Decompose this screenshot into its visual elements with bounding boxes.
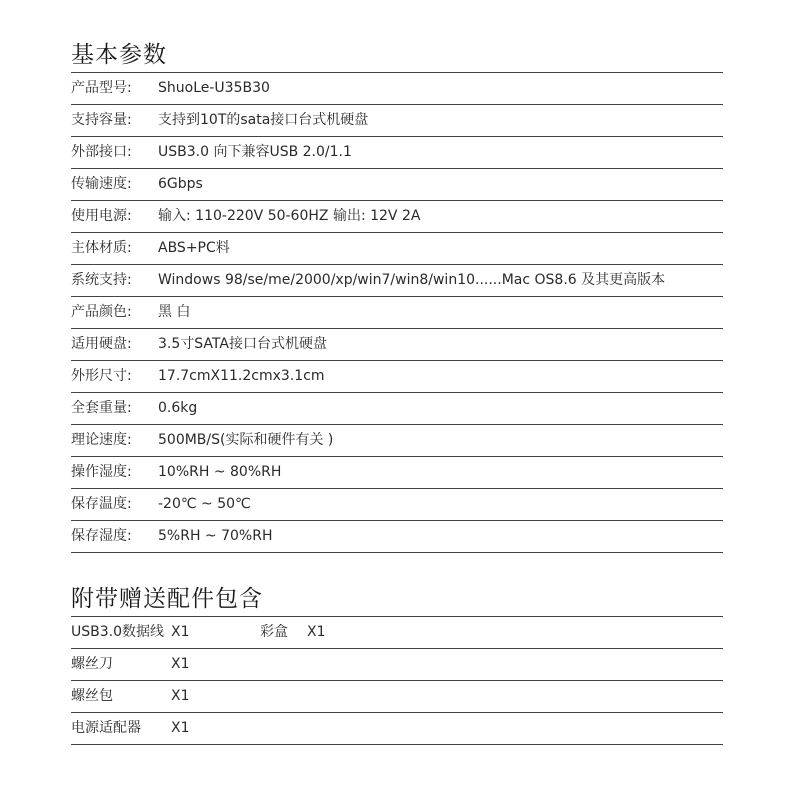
param-value: 3.5寸SATA接口台式机硬盘 bbox=[158, 336, 327, 352]
param-label: 外形尺寸: bbox=[71, 368, 132, 384]
accessory-qty: X1 bbox=[171, 720, 190, 736]
param-value: ShuoLe-U35B30 bbox=[158, 80, 270, 96]
param-value: ABS+PC料 bbox=[158, 240, 230, 256]
accessory-qty: X1 bbox=[171, 624, 190, 640]
param-row bbox=[71, 169, 723, 201]
param-row bbox=[71, 329, 723, 361]
accessory-row bbox=[71, 713, 723, 745]
accessory-row bbox=[71, 649, 723, 681]
param-row bbox=[71, 521, 723, 553]
param-value: 6Gbps bbox=[158, 176, 203, 192]
param-value: USB3.0 向下兼容USB 2.0/1.1 bbox=[158, 144, 352, 160]
accessory-qty: X1 bbox=[307, 624, 326, 640]
param-row bbox=[71, 425, 723, 457]
param-row bbox=[71, 233, 723, 265]
param-label: 适用硬盘: bbox=[71, 336, 132, 352]
param-label: 支持容量: bbox=[71, 112, 132, 128]
accessory-label: 电源适配器 bbox=[71, 720, 141, 736]
param-label: 主体材质: bbox=[71, 240, 132, 256]
param-row bbox=[71, 265, 723, 297]
param-value: 10%RH ~ 80%RH bbox=[158, 464, 282, 480]
accessory-row bbox=[71, 617, 723, 649]
param-value: 0.6kg bbox=[158, 400, 198, 416]
param-label: 保存湿度: bbox=[71, 528, 132, 544]
basic-params-section bbox=[71, 38, 723, 553]
param-label: 传输速度: bbox=[71, 176, 132, 192]
param-row bbox=[71, 201, 723, 233]
param-row bbox=[71, 489, 723, 521]
param-value: 5%RH ~ 70%RH bbox=[158, 528, 273, 544]
basic-params-title: 基本参数 bbox=[71, 38, 723, 73]
accessory-row bbox=[71, 681, 723, 713]
param-label: 外部接口: bbox=[71, 144, 132, 160]
accessory-label: 螺丝包 bbox=[71, 688, 113, 704]
accessories-section bbox=[71, 582, 723, 745]
param-row bbox=[71, 73, 723, 105]
param-label: 操作湿度: bbox=[71, 464, 132, 480]
param-label: 理论速度: bbox=[71, 432, 132, 448]
param-value: Windows 98/se/me/2000/xp/win7/win8/win10......Mac OS8.6 及其更高版本 bbox=[158, 272, 666, 288]
param-label: 产品颜色: bbox=[71, 304, 132, 320]
accessory-label: USB3.0数据线 bbox=[71, 624, 165, 640]
param-row bbox=[71, 137, 723, 169]
param-row bbox=[71, 361, 723, 393]
param-value: 黑 白 bbox=[158, 304, 191, 320]
param-row bbox=[71, 105, 723, 137]
param-value: 17.7cmX11.2cmx3.1cm bbox=[158, 368, 325, 384]
param-value: 支持到10T的sata接口台式机硬盘 bbox=[158, 112, 369, 128]
param-label: 保存温度: bbox=[71, 496, 132, 512]
accessory-label: 螺丝刀 bbox=[71, 656, 113, 672]
param-value: -20℃ ~ 50℃ bbox=[158, 496, 251, 512]
param-label: 全套重量: bbox=[71, 400, 132, 416]
accessories-title: 附带赠送配件包含 bbox=[71, 582, 723, 617]
accessory-qty: X1 bbox=[171, 688, 190, 704]
param-row bbox=[71, 457, 723, 489]
param-value: 500MB/S(实际和硬件有关 ) bbox=[158, 432, 334, 448]
accessory-qty: X1 bbox=[171, 656, 190, 672]
param-row bbox=[71, 393, 723, 425]
param-label: 使用电源: bbox=[71, 208, 132, 224]
accessory-label: 彩盒 bbox=[260, 624, 288, 640]
param-label: 产品型号: bbox=[71, 80, 132, 96]
param-label: 系统支持: bbox=[71, 272, 132, 288]
param-row bbox=[71, 297, 723, 329]
param-value: 输入: 110-220V 50-60HZ 输出: 12V 2A bbox=[158, 208, 421, 224]
